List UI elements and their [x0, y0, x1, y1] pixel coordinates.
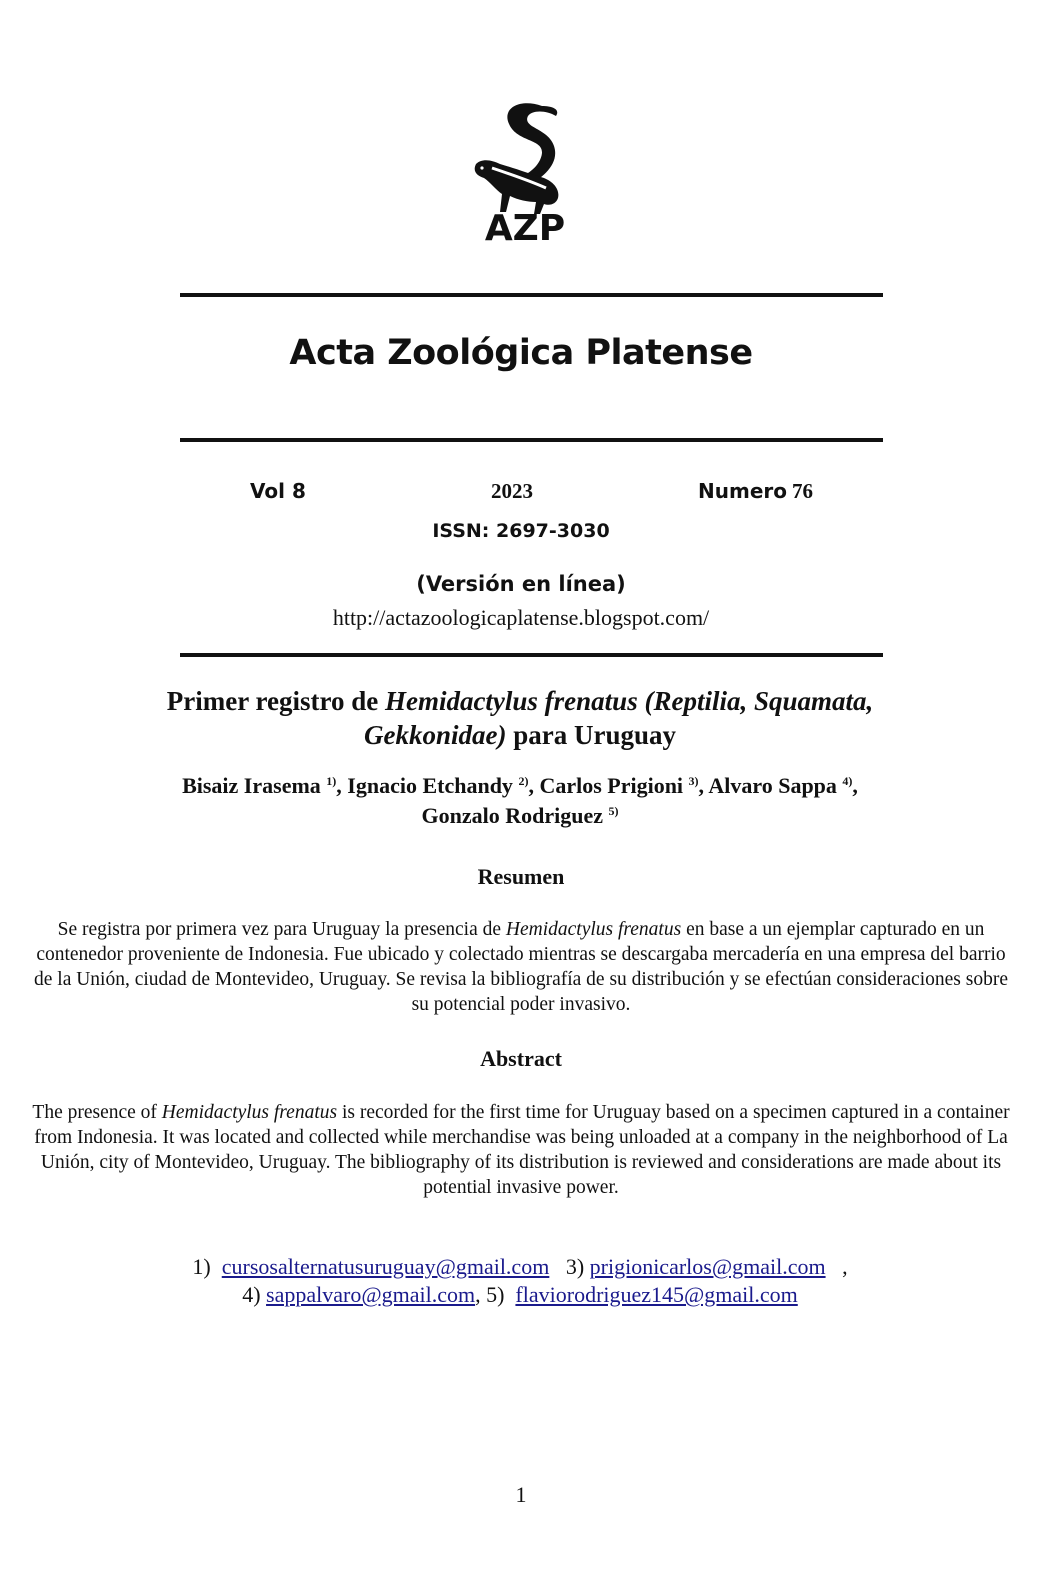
divider	[180, 653, 883, 657]
email-link[interactable]: flaviorodriguez145@gmail.com	[515, 1282, 798, 1307]
online-version: (Versión en línea)	[416, 572, 626, 596]
resumen-heading: Resumen	[477, 864, 565, 889]
email-link[interactable]: cursosalternatusuruguay@gmail.com	[221, 1254, 550, 1279]
journal-logo	[470, 98, 580, 248]
contact-number: 4)	[242, 1282, 261, 1307]
volume-label: Vol 8	[250, 479, 306, 503]
title-species: Hemidactylus frenatus (Reptilia, Squamata, Gekkonidae)	[364, 686, 874, 750]
issn: ISSN: 2697-3030	[432, 520, 610, 542]
email-link[interactable]: prigionicarlos@gmail.com	[589, 1254, 826, 1279]
issue-number	[698, 479, 813, 504]
page-number: 1	[515, 1482, 527, 1507]
title-text: Primer registro de	[166, 686, 385, 716]
resumen-text: Se registra por primera vez para Uruguay la presencia de Hemidactylus frenatus en base a un ejemplar capturado en un contenedor proveniente de Indonesia. Fue ubicado y colectado mientras se descargaba mercadería en una empresa del barrio de la Unión, ciudad de Montevideo, Uruguay. Se revisa la bibliografía de su distribución y se efectúan consideraciones sobre su potencial poder invasivo.	[34, 919, 1008, 1015]
author-list	[100, 771, 940, 831]
author: Gonzalo Rodriguez $^{5)}$	[421, 803, 619, 828]
email-link[interactable]: sappalvaro@gmail.com	[266, 1282, 476, 1307]
author: Alvaro Sappa $^{4)}$,	[708, 773, 858, 798]
abstract-heading: Abstract	[480, 1046, 562, 1071]
contact-emails: 1) cursosalternatusuruguay@gmail.com 3) prigionicarlos@gmail.com , 4) sappalvaro@gmail.com, 5) flaviorodriguez145@gmail.com	[192, 1254, 848, 1307]
divider	[180, 293, 883, 297]
journal-title: Acta Zoológica Platense	[289, 333, 753, 373]
contact-number: 1)	[192, 1254, 211, 1279]
skunk-icon	[470, 98, 580, 248]
author: Ignacio Etchandy $^{2)}$,	[347, 773, 540, 798]
author: Bisaiz Irasema $^{1)}$,	[182, 773, 348, 798]
contact-number: 3)	[565, 1254, 585, 1279]
number-value: 76	[791, 479, 813, 503]
paper-title	[120, 684, 920, 752]
title-text: para Uruguay	[506, 720, 676, 750]
number-label: Numero	[698, 479, 787, 503]
year-label: 2023	[491, 479, 533, 503]
logo-text: AZP	[484, 208, 566, 248]
journal-url[interactable]: http://actazoologicaplatense.blogspot.com/	[332, 605, 710, 630]
abstract-text: The presence of Hemidactylus frenatus is recorded for the first time for Uruguay based on a specimen captured in a container from Indonesia. It was located and collected while merchandise was being unloaded at a company in the neighborhood of La Unión, city of Montevideo, Uruguay. The bibliography of its distribution is reviewed and considerations are made about its potential invasive power.	[32, 1102, 1010, 1198]
author: Carlos Prigioni $^{3)}$,	[539, 773, 709, 798]
divider	[180, 438, 883, 442]
contact-number: 5)	[486, 1282, 505, 1307]
